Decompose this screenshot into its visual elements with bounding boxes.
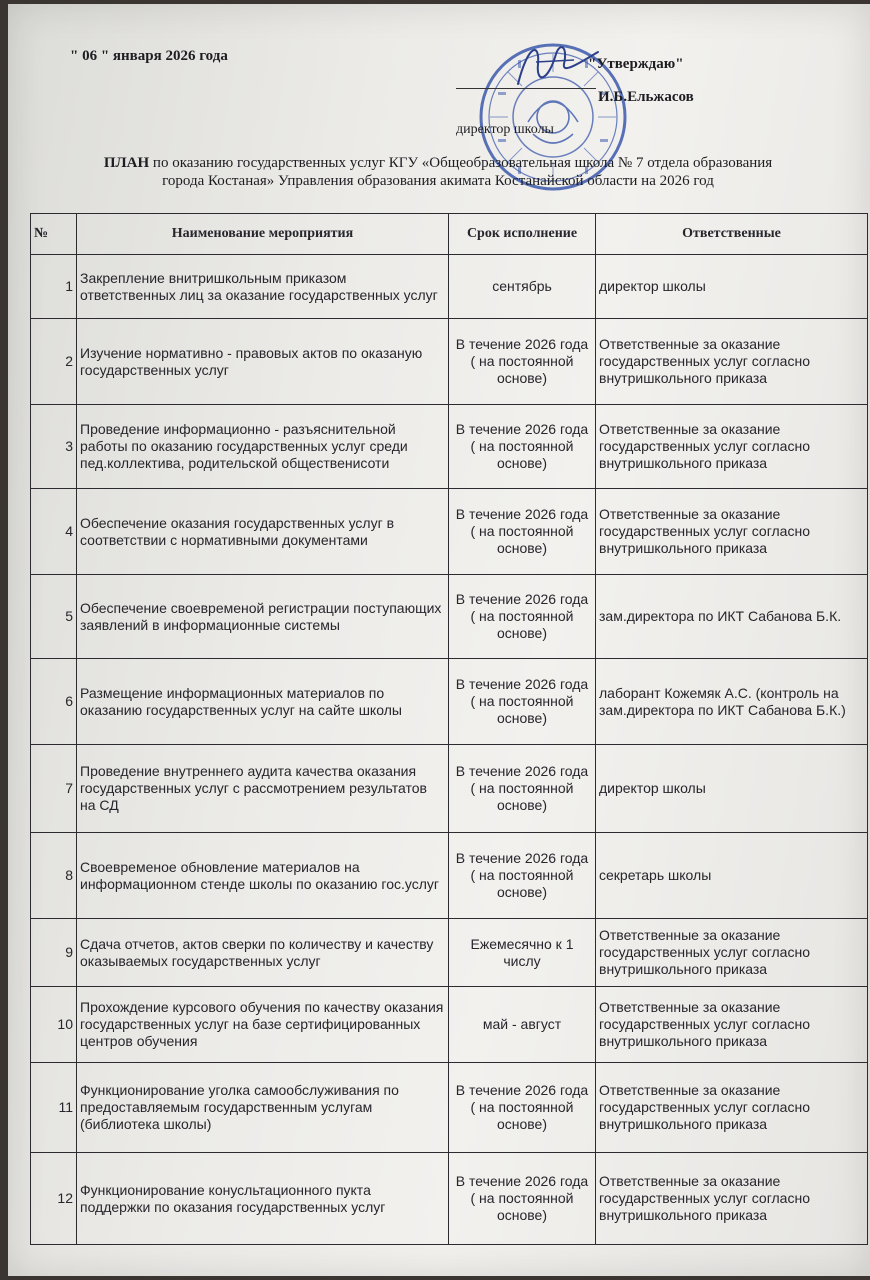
row-responsible: Ответственные за оказание государственных услуг согласно внутришкольного приказа	[596, 319, 868, 405]
row-responsible: Ответственные за оказание государственных услуг согласно внутришкольного приказа	[596, 919, 868, 987]
row-term: В течение 2026 года ( на постоянной основе)	[449, 659, 596, 745]
table-header-row	[31, 214, 868, 255]
plan-title-line1: по оказанию государственных услуг КГУ «Общеобразовательная школа № 7 отдела образования	[149, 155, 773, 171]
plan-table	[30, 213, 868, 1245]
row-term: сентябрь	[449, 255, 596, 319]
row-number: 11	[31, 1063, 77, 1153]
plan-title	[38, 154, 838, 190]
table-row	[31, 659, 868, 745]
signature-line	[456, 88, 596, 89]
table-row	[31, 255, 868, 319]
row-responsible: директор школы	[596, 745, 868, 833]
row-number: 1	[31, 255, 77, 319]
row-number: 4	[31, 489, 77, 575]
row-activity: Размещение информационных материалов по оказанию государственных услуг на сайте школы	[77, 659, 449, 745]
table-row	[31, 987, 868, 1063]
plan-table-body	[31, 255, 868, 1245]
row-number: 12	[31, 1153, 77, 1245]
header-name: Наименование мероприятия	[77, 214, 449, 255]
row-term: В течение 2026 года ( на постоянной основе)	[449, 319, 596, 405]
row-number: 10	[31, 987, 77, 1063]
row-term: Ежемесячно к 1 числу	[449, 919, 596, 987]
row-number: 6	[31, 659, 77, 745]
table-row	[31, 1063, 868, 1153]
table-row	[31, 1153, 868, 1245]
row-activity: Функционирование уголка самообслуживания по предоставляемым государственным услугам (библиотека школы)	[77, 1063, 449, 1153]
row-term: В течение 2026 года ( на постоянной основе)	[449, 405, 596, 489]
director-name: И.Б.Ельжасов	[598, 89, 694, 105]
header-resp: Ответственные	[596, 214, 868, 255]
table-row	[31, 919, 868, 987]
row-responsible: Ответственные за оказание государственных услуг согласно внутришкольного приказа	[596, 405, 868, 489]
table-row	[31, 319, 868, 405]
row-activity: Проведение внутреннего аудита качества оказания государственных услуг с рассмотрением результатов на СД	[77, 745, 449, 833]
row-activity: Сдача отчетов, актов сверки по количеству и качеству оказываемых государственных услуг	[77, 919, 449, 987]
row-activity: Обеспечение своевременой регистрации поступающих заявлений в информационные системы	[77, 575, 449, 659]
row-responsible: зам.директора по ИКТ Сабанова Б.К.	[596, 575, 868, 659]
plan-word: ПЛАН	[103, 155, 150, 171]
plan-title-line2: города Костаная» Управления образования акимата Костанайской области на 2026 год	[162, 173, 714, 189]
table-row	[31, 745, 868, 833]
row-activity: Обеспечение оказания государственных услуг в соответствии с нормативными документами	[77, 489, 449, 575]
row-number: 7	[31, 745, 77, 833]
table-row	[31, 833, 868, 919]
row-number: 9	[31, 919, 77, 987]
row-term: В течение 2026 года ( на постоянной основе)	[449, 745, 596, 833]
row-responsible: лаборант Кожемяк А.С. (контроль на зам.директора по ИКТ Сабанова Б.К.)	[596, 659, 868, 745]
row-term: В течение 2026 года ( на постоянной основе)	[449, 1063, 596, 1153]
row-activity: Функционирование конусльтационного пукта поддержки по оказания государственных услуг	[77, 1153, 449, 1245]
row-term: В течение 2026 года ( на постоянной основе)	[449, 1153, 596, 1245]
row-responsible: Ответственные за оказание государственных услуг согласно внутришкольного приказа	[596, 489, 868, 575]
document-date: " 06 " января 2026 года	[70, 48, 228, 64]
table-row	[31, 575, 868, 659]
row-term: май - август	[449, 987, 596, 1063]
row-responsible: Ответственные за оказание государственных услуг согласно внутришкольного приказа	[596, 987, 868, 1063]
table-row	[31, 405, 868, 489]
row-number: 2	[31, 319, 77, 405]
row-term: В течение 2026 года ( на постоянной основе)	[449, 575, 596, 659]
header-term: Срок исполнение	[449, 214, 596, 255]
row-responsible: Ответственные за оказание государственных услуг согласно внутришкольного приказа	[596, 1153, 868, 1245]
row-responsible: Ответственные за оказание государственных услуг согласно внутришкольного приказа	[596, 1063, 868, 1153]
row-activity: Закрепление внитришкольным приказом ответственных лиц за оказание государственных услуг	[77, 255, 449, 319]
header-num: №	[31, 214, 77, 255]
row-number: 5	[31, 575, 77, 659]
row-activity: Своевременое обновление материалов на информационном стенде школы по оказанию гос.услуг	[77, 833, 449, 919]
director-position: директор школы	[456, 122, 554, 137]
row-activity: Изучение нормативно - правовых актов по оказаную государственных услуг	[77, 319, 449, 405]
row-number: 3	[31, 405, 77, 489]
row-activity: Прохождение курсового обучения по качеству оказания государственных услуг на базе сертифицированных центров обучения	[77, 987, 449, 1063]
row-term: В течение 2026 года ( на постоянной основе)	[449, 489, 596, 575]
row-responsible: директор школы	[596, 255, 868, 319]
approval-label: "Утверждаю"	[588, 56, 684, 72]
row-number: 8	[31, 833, 77, 919]
row-term: В течение 2026 года ( на постоянной основе)	[449, 833, 596, 919]
row-responsible: секретарь школы	[596, 833, 868, 919]
document-page	[8, 4, 870, 1276]
row-activity: Проведение информационно - разъяснительной работы по оказанию государственных услуг среди пед.коллектива, родительской общественисоти	[77, 405, 449, 489]
table-row	[31, 489, 868, 575]
